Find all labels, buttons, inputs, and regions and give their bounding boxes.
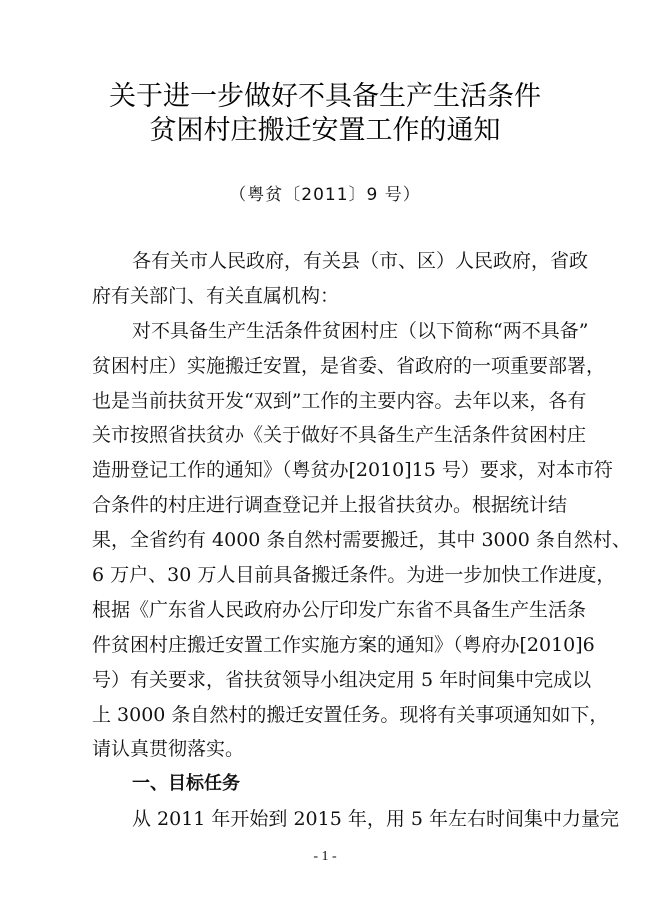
document-title-line-2: 贫困村庄搬迁安置工作的通知 xyxy=(149,115,501,146)
paragraph-line: 合条件的村庄进行调查登记并上报省扶贫办。根据统计结 xyxy=(92,494,568,517)
document-title-line-1: 关于进一步做好不具备生产生活条件 xyxy=(109,81,541,112)
document-number: （粤贫〔2011〕9 号） xyxy=(229,185,421,205)
page-number: - 1 - xyxy=(313,849,337,864)
paragraph-line: 也是当前扶贫开发“双到”工作的主要内容。去年以来，各有 xyxy=(92,389,587,412)
paragraph-line: 号）有关要求，省扶贫领导小组决定用 5 年时间集中完成以 xyxy=(92,668,592,691)
paragraph-line: 6 万户、30 万人目前具备搬迁条件。为进一步加快工作进度， xyxy=(92,564,616,587)
salutation-line: 府有关部门、有关直属机构： xyxy=(92,284,340,307)
paragraph-line: 贫困村庄）实施搬迁安置，是省委、省政府的一项重要部署， xyxy=(92,354,606,377)
salutation-line: 各有关市人民政府，有关县（市、区）人民政府，省政 xyxy=(132,250,589,272)
paragraph-line: 造册登记工作的通知》（粤贫办[2010]15 号）要求，对本市符 xyxy=(92,459,613,482)
paragraph-line: 从 2011 年开始到 2015 年，用 5 年左右时间集中力量完 xyxy=(132,808,620,831)
paragraph-line: 请认真贯彻落实。 xyxy=(92,738,245,761)
paragraph-line: 上 3000 条自然村的搬迁安置任务。现将有关事项通知如下， xyxy=(92,703,609,726)
paragraph-line: 对不具备生产生活条件贫困村庄（以下简称“两不具备” xyxy=(132,319,589,342)
paragraph-line: 关市按照省扶贫办《关于做好不具备生产生活条件贫困村庄 xyxy=(92,424,587,447)
document-body xyxy=(92,244,631,837)
paragraph-line: 件贫困村庄搬迁安置工作实施方案的通知》（粤府办[2010]6 xyxy=(92,633,595,656)
paragraph-line: 根据《广东省人民政府办公厅印发广东省不具备生产生活条 xyxy=(92,598,587,621)
section-heading: 一、目标任务 xyxy=(132,773,240,795)
paragraph-line: 果，全省约有 4000 条自然村需要搬迁，其中 3000 条自然村、 xyxy=(92,529,631,552)
